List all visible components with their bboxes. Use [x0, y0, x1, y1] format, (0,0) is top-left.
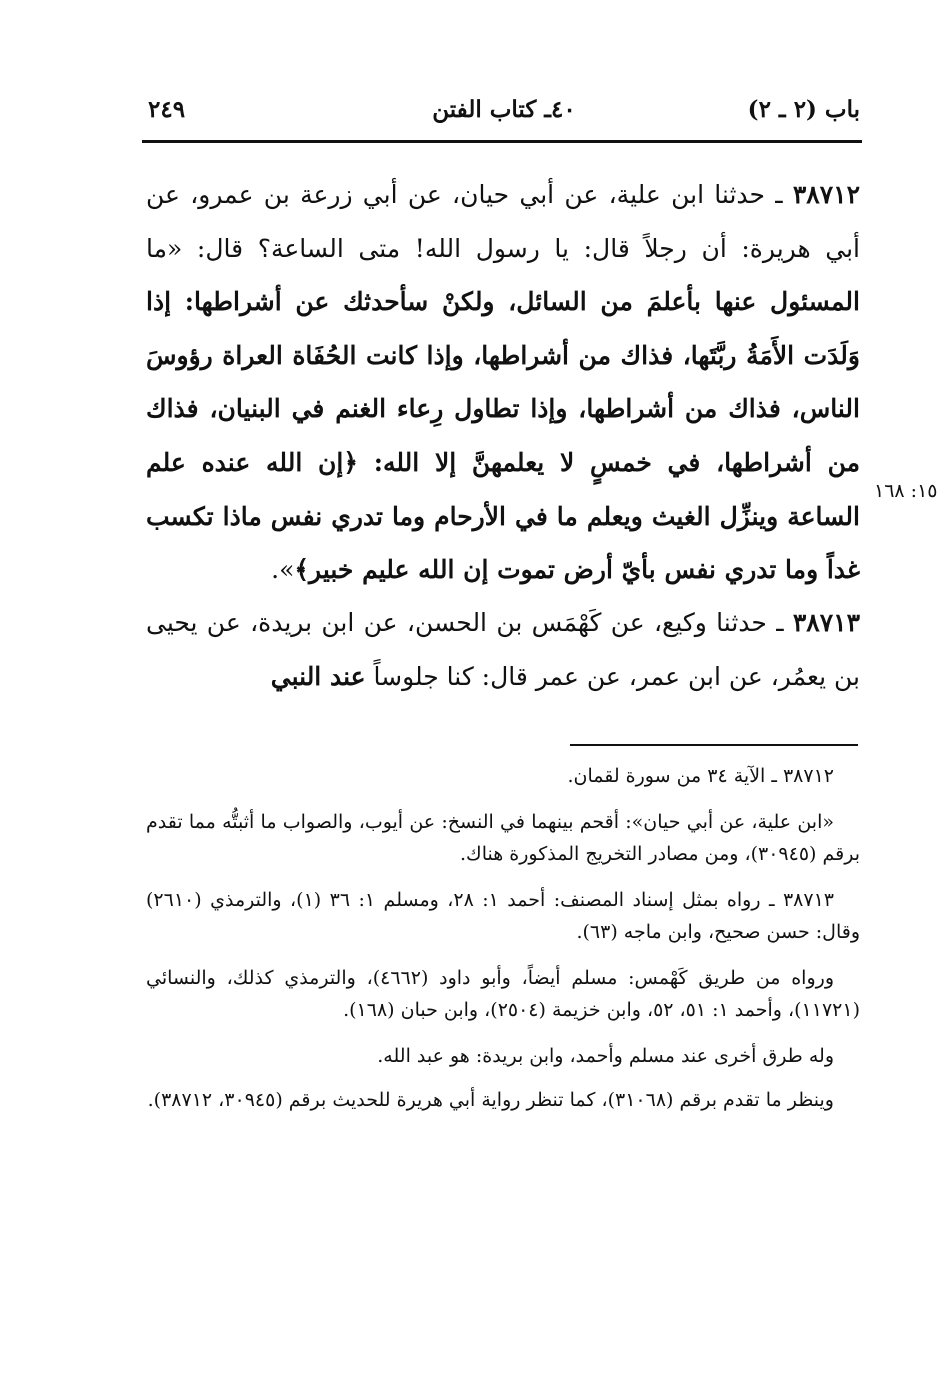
hadith-closing: ».	[271, 555, 295, 585]
footnote: وله طرق أخرى عند مسلم وأحمد، وابن بريدة: هو عبد الله.	[377, 1045, 834, 1067]
hadith-matn: عند النبي	[270, 661, 366, 691]
header-divider	[142, 140, 862, 143]
footnotes	[146, 760, 860, 1130]
hadith-38712	[146, 168, 860, 597]
hadith-number: ٣٨٧١٣	[792, 608, 860, 637]
footnote: وينظر ما تقدم برقم (٣١٠٦٨)، كما تنظر رواية أبي هريرة للحديث برقم (٣٠٩٤٥، ٣٨٧١٢).	[147, 1089, 834, 1111]
footnote: ورواه من طريق كَهْمس: مسلم أيضاً، وأبو داود (٤٦٦٢)، والترمذي كذلك، والنسائي (١١٧٢١)، وأحمد ١: ٥١، ٥٢، وابن خزيمة (٢٥٠٤)، وابن حبان (١٦٨).	[146, 967, 860, 1021]
hadith-matn: المسئول عنها بأعلمَ من السائل، ولكنْ سأحدثك عن أشراطها: إذا وَلَدَت الأَمَةُ ربَّتَها، فذاك من أشراطها، وإذا كانت الحُفَاة العراة رؤوسَ الناس، فذاك من أشراطها، وإذا تطاول رِعاء الغنم في البنيان، فذاك من أشراطها، في خمسٍ لا يعلمهنَّ إلا الله: ﴿إن الله عنده علم الساعة وينزِّل الغيث ويعلم ما في الأرحام وما تدري نفس ماذا تكسب غداً وما تدري نفس بأيّ أرض تموت إن الله عليم خبير﴾	[146, 287, 860, 585]
margin-reference: ١٥: ١٦٨	[874, 480, 938, 502]
book-title: ٤٠ـ كتاب الفتن	[432, 96, 576, 123]
footnote: ٣٨٧١٣ ـ رواه بمثل إسناد المصنف: أحمد ١: ٢٨، ومسلم ١: ٣٦ (١)، والترمذي (٢٦١٠) وقال: حسن صحيح، وابن ماجه (٦٣).	[146, 889, 860, 943]
hadith-isnad: ـ حدثنا وكيع، عن كَهْمَس بن الحسن، عن ابن بريدة، عن يحيى بن يعمُر، عن ابن عمر، عن عمر قال: كنا جلوساً	[146, 608, 860, 691]
footnote: «ابن علية، عن أبي حيان»: أقحم بينهما في النسخ: عن أيوب، والصواب ما أثبتُّه مما تقدم برقم (٣٠٩٤٥)، ومن مصادر التخريج المذكورة هناك.	[146, 811, 860, 865]
hadith-isnad: ـ حدثنا ابن علية، عن أبي حيان، عن أبي زرعة بن عمرو، عن أبي هريرة: أن رجلاً قال: يا رسول الله! متى الساعة؟ قال: «ما	[146, 180, 860, 263]
chapter-title: باب (٢ ـ ٢)	[747, 96, 860, 123]
page-number: ٢٤٩	[148, 96, 186, 123]
footnote: ٣٨٧١٢ ـ الآية ٣٤ من سورة لقمان.	[567, 765, 834, 787]
page-header	[148, 92, 860, 132]
hadith-38713	[146, 596, 860, 703]
footnote-divider	[570, 744, 858, 746]
hadith-number: ٣٨٧١٢	[792, 180, 860, 209]
